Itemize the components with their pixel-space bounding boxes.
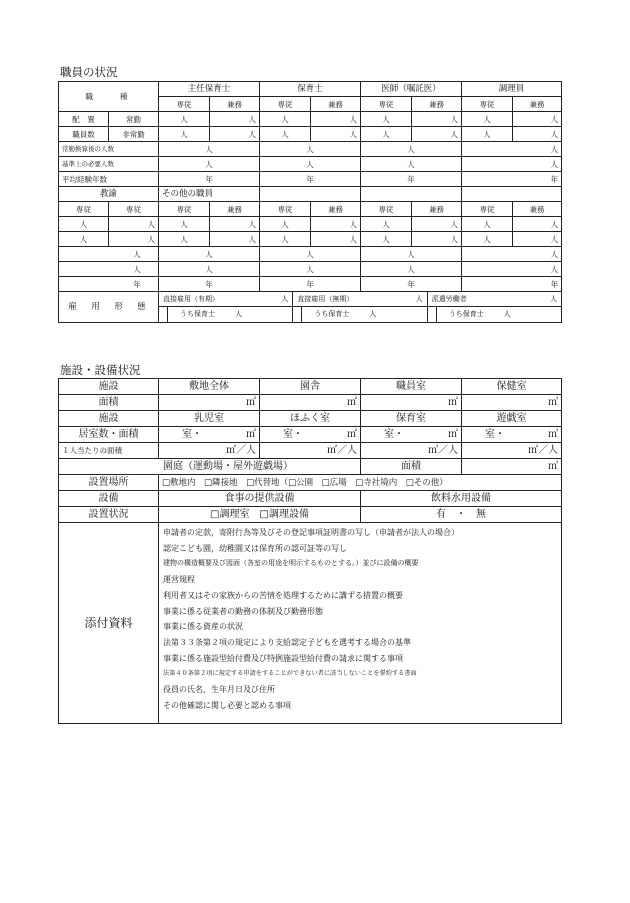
years-cell[interactable]: 年 bbox=[159, 172, 260, 187]
setchi-basho-label: 設置場所 bbox=[59, 475, 159, 491]
sonota-header: その他の職員 bbox=[159, 187, 260, 202]
count-cell[interactable]: 人 bbox=[159, 217, 210, 232]
count-cell[interactable]: 人 bbox=[159, 232, 210, 247]
count-cell[interactable]: 人 bbox=[462, 112, 513, 127]
count-cell[interactable]: 人 bbox=[260, 127, 311, 142]
attachment-item: その他確認に関し必要と認める事項 bbox=[163, 700, 291, 710]
role-header: 保育士 bbox=[260, 82, 361, 97]
kijun-label: 基準上の必要人数 bbox=[59, 157, 159, 172]
blank-header bbox=[462, 187, 562, 202]
col-header: 園舎 bbox=[260, 379, 361, 395]
count-cell[interactable]: 人 bbox=[415, 294, 423, 303]
attachment-item: 事業に係る資産の状況 bbox=[163, 622, 243, 632]
count-cell[interactable]: 人 bbox=[235, 310, 242, 318]
years-cell[interactable]: 年 bbox=[361, 172, 462, 187]
kitchen-options[interactable]: □調理室 □調理設備 bbox=[159, 507, 361, 523]
entei-label: 園庭（運動場・屋外遊戯場） bbox=[59, 459, 361, 475]
count-cell[interactable]: 人 bbox=[260, 217, 311, 232]
count-cell[interactable]: 人 bbox=[59, 232, 109, 247]
per-person-cell[interactable]: ㎡／人 bbox=[361, 443, 462, 459]
area-cell[interactable]: ㎡ bbox=[462, 459, 562, 475]
room-count: 室・ bbox=[485, 428, 505, 440]
count-cell[interactable]: 人 bbox=[159, 157, 260, 172]
attachments-list bbox=[159, 523, 562, 724]
years-cell[interactable]: 年 bbox=[59, 277, 159, 292]
attachment-item: 役員の氏名，生年月日及び住所 bbox=[163, 685, 275, 695]
koyo-label: 雇 用 形 態 bbox=[59, 292, 159, 323]
kansan-label: 常勤換算後の人数 bbox=[59, 142, 159, 157]
menseki-label: 面積 bbox=[59, 395, 159, 411]
rooms-area-cell[interactable] bbox=[361, 427, 462, 443]
rooms-area-cell[interactable] bbox=[462, 427, 562, 443]
col-header: 保健室 bbox=[462, 379, 562, 395]
shisetsu-label: 施設 bbox=[59, 379, 159, 395]
count-cell[interactable]: 人 bbox=[462, 232, 513, 247]
years-cell[interactable]: 年 bbox=[462, 172, 562, 187]
attachments-label: 添付資料 bbox=[59, 523, 159, 724]
rooms-area-cell[interactable] bbox=[159, 427, 260, 443]
area-cell[interactable]: ㎡ bbox=[159, 395, 260, 411]
kyoshitsu-label: 居室数・面積 bbox=[59, 427, 159, 443]
role-header: 調理員 bbox=[462, 82, 562, 97]
count-cell[interactable]: 人 bbox=[210, 232, 260, 247]
attachment-item: 運営規程 bbox=[163, 575, 195, 585]
count-cell[interactable]: 人 bbox=[503, 310, 511, 318]
attachment-item: 事業に係る施設型給付費及び特例施設型給付費の請求に関する事項 bbox=[163, 653, 403, 663]
hijokin-label: 非常勤 bbox=[109, 127, 159, 142]
water-availability[interactable]: 有 ・ 無 bbox=[361, 507, 562, 523]
count-cell[interactable]: 人 bbox=[361, 127, 412, 142]
area-cell[interactable]: ㎡ bbox=[260, 395, 361, 411]
count-cell[interactable]: 人 bbox=[159, 127, 210, 142]
jokin-label: 常勤 bbox=[109, 112, 159, 127]
count-cell[interactable]: 人 bbox=[361, 157, 462, 172]
count-cell[interactable]: 人 bbox=[260, 247, 361, 262]
kind-header: 職 種 bbox=[59, 82, 159, 112]
senju-header: 専従 bbox=[109, 202, 159, 217]
count-cell[interactable]: 人 bbox=[311, 112, 361, 127]
per-person-cell[interactable]: ㎡／人 bbox=[462, 443, 562, 459]
count-cell[interactable]: 人 bbox=[159, 247, 260, 262]
area-cell[interactable]: ㎡ bbox=[361, 395, 462, 411]
koyo-cell bbox=[159, 292, 562, 323]
staff-table bbox=[58, 81, 562, 323]
years-cell[interactable]: 年 bbox=[260, 172, 361, 187]
chokusetsu-muki-label: 直接雇用（無期） bbox=[297, 294, 354, 303]
count-cell[interactable]: 人 bbox=[210, 217, 260, 232]
facility-table bbox=[58, 378, 562, 724]
kenmu-header: 兼務 bbox=[412, 97, 462, 112]
uchi-hoikushi-label: うち保育士 bbox=[314, 310, 350, 318]
count-cell[interactable]: 人 bbox=[412, 217, 462, 232]
haken-label: 派遣労働者 bbox=[431, 294, 467, 303]
senju-header: 専従 bbox=[361, 202, 412, 217]
count-cell[interactable]: 人 bbox=[59, 262, 159, 277]
count-cell[interactable]: 人 bbox=[311, 217, 361, 232]
count-cell[interactable]: 人 bbox=[412, 112, 462, 127]
staff-section-title: 職員の状況 bbox=[60, 65, 118, 79]
count-cell[interactable]: 人 bbox=[462, 127, 513, 142]
area-unit: ㎡ bbox=[347, 428, 357, 440]
senju-header: 専従 bbox=[159, 97, 210, 112]
room-count: 室・ bbox=[182, 428, 202, 440]
years-cell[interactable]: 年 bbox=[159, 277, 260, 292]
area-unit: ㎡ bbox=[548, 428, 558, 440]
count-cell[interactable]: 人 bbox=[109, 232, 159, 247]
count-cell[interactable]: 人 bbox=[513, 232, 562, 247]
attachment-item: 利用者又はその家族からの苦情を処理するために講ずる措置の概要 bbox=[163, 590, 403, 600]
location-options[interactable]: □敷地内 □隣接地 □代替地（□公園 □広場 □寺社境内 □その他） bbox=[159, 475, 562, 491]
count-cell[interactable]: 人 bbox=[513, 112, 562, 127]
blank-header bbox=[260, 187, 361, 202]
role-header: 医師（嘱託医） bbox=[361, 82, 462, 97]
count-cell[interactable]: 人 bbox=[281, 294, 289, 303]
count-cell[interactable]: 人 bbox=[513, 127, 562, 142]
kenmu-header: 兼務 bbox=[311, 202, 361, 217]
count-cell[interactable]: 人 bbox=[513, 217, 562, 232]
count-cell[interactable]: 人 bbox=[361, 112, 412, 127]
count-cell[interactable]: 人 bbox=[361, 262, 462, 277]
water-facility-header: 飲料水用設備 bbox=[361, 491, 562, 507]
years-cell[interactable]: 年 bbox=[260, 277, 361, 292]
shokuinsu-label: 職員数 bbox=[59, 127, 109, 142]
attachment-item: 認定こども園，幼稚園又は保育所の認可証等の写し bbox=[163, 543, 347, 553]
setchi-jokyo-label: 設置状況 bbox=[59, 507, 159, 523]
kenmu-header: 兼務 bbox=[210, 202, 260, 217]
senju-header: 専従 bbox=[59, 202, 109, 217]
count-cell[interactable]: 人 bbox=[361, 217, 412, 232]
attachment-item: 申請者の定款，寄附行為等及びその登記事項証明書の写し（申請者が法人の場合） bbox=[163, 528, 459, 537]
attachment-item: 建物の構造概要及び図面（各室の用途を明示するものとする。）並びに設備の概要 bbox=[163, 559, 419, 568]
attachment-item: 事業に係る従業者の勤務の体制及び勤務形態 bbox=[163, 606, 323, 616]
kenmu-header: 兼務 bbox=[513, 202, 562, 217]
col-header: 敷地全体 bbox=[159, 379, 260, 395]
meal-facility-header: 食事の提供設備 bbox=[159, 491, 361, 507]
count-cell[interactable]: 人 bbox=[260, 142, 361, 157]
count-cell[interactable]: 人 bbox=[311, 127, 361, 142]
blank-header bbox=[361, 187, 462, 202]
count-cell[interactable]: 人 bbox=[361, 247, 462, 262]
count-cell[interactable]: 人 bbox=[260, 112, 311, 127]
attachment-item: 法第３３条第２項の規定により支給認定子どもを選考する場合の基準 bbox=[163, 637, 411, 647]
count-cell[interactable]: 人 bbox=[462, 262, 562, 277]
rooms-area-cell[interactable] bbox=[260, 427, 361, 443]
count-cell[interactable]: 人 bbox=[361, 142, 462, 157]
count-cell[interactable]: 人 bbox=[159, 142, 260, 157]
count-cell[interactable]: 人 bbox=[412, 127, 462, 142]
per-person-cell[interactable]: ㎡／人 bbox=[159, 443, 260, 459]
senju-header: 専従 bbox=[462, 202, 513, 217]
col-header: 遊戯室 bbox=[462, 411, 562, 427]
kenmu-header: 兼務 bbox=[210, 97, 260, 112]
col-header: 保育室 bbox=[361, 411, 462, 427]
kenmu-header: 兼務 bbox=[513, 97, 562, 112]
kyoyu-header: 教諭 bbox=[59, 187, 159, 202]
kenmu-header: 兼務 bbox=[311, 97, 361, 112]
count-cell[interactable]: 人 bbox=[59, 247, 159, 262]
count-cell[interactable]: 人 bbox=[260, 157, 361, 172]
area-unit: ㎡ bbox=[246, 428, 256, 440]
count-cell[interactable]: 人 bbox=[311, 232, 361, 247]
menseki-label: 面積 bbox=[361, 459, 462, 475]
facility-section-title: 施設・設備状況 bbox=[60, 363, 141, 377]
years-cell[interactable]: 年 bbox=[462, 277, 562, 292]
per-person-cell[interactable]: ㎡／人 bbox=[260, 443, 361, 459]
count-cell[interactable]: 人 bbox=[462, 157, 562, 172]
senju-header: 専従 bbox=[462, 97, 513, 112]
attachment-item: 法第４０条第２項に規定する申請をすることができない者に該当しないことを誓約する書面 bbox=[163, 670, 417, 678]
senju-header: 専従 bbox=[361, 97, 412, 112]
count-cell[interactable]: 人 bbox=[159, 112, 210, 127]
setsubi-label: 設備 bbox=[59, 491, 159, 507]
room-count: 室・ bbox=[384, 428, 404, 440]
count-cell[interactable]: 人 bbox=[550, 294, 558, 303]
col-header: ほふく室 bbox=[260, 411, 361, 427]
count-cell[interactable]: 人 bbox=[59, 217, 109, 232]
room-count: 室・ bbox=[283, 428, 303, 440]
hitori-label: １人当たりの面積 bbox=[59, 443, 159, 459]
count-cell[interactable]: 人 bbox=[260, 262, 361, 277]
uchi-hoikushi-label: うち保育士 bbox=[448, 310, 484, 318]
role-header: 主任保育士 bbox=[159, 82, 260, 97]
count-cell[interactable]: 人 bbox=[369, 310, 377, 318]
count-cell[interactable]: 人 bbox=[109, 217, 159, 232]
count-cell[interactable]: 人 bbox=[260, 232, 311, 247]
senju-header: 専従 bbox=[159, 202, 210, 217]
count-cell[interactable]: 人 bbox=[462, 247, 562, 262]
heikin-label: 平均経験年数 bbox=[59, 172, 159, 187]
count-cell[interactable]: 人 bbox=[462, 142, 562, 157]
kenmu-header: 兼務 bbox=[412, 202, 462, 217]
count-cell[interactable]: 人 bbox=[210, 112, 260, 127]
years-cell[interactable]: 年 bbox=[361, 277, 462, 292]
area-unit: ㎡ bbox=[448, 428, 458, 440]
count-cell[interactable]: 人 bbox=[159, 262, 260, 277]
haichi-label: 配 置 bbox=[59, 112, 109, 127]
count-cell[interactable]: 人 bbox=[210, 127, 260, 142]
count-cell[interactable]: 人 bbox=[412, 232, 462, 247]
uchi-hoikushi-label: うち保育士 bbox=[180, 310, 215, 318]
count-cell[interactable]: 人 bbox=[361, 232, 412, 247]
shisetsu-label: 施設 bbox=[59, 411, 159, 427]
area-cell[interactable]: ㎡ bbox=[462, 395, 562, 411]
senju-header: 専従 bbox=[260, 202, 311, 217]
chokusetsu-yuki-label: 直接雇用（有期） bbox=[163, 294, 219, 303]
col-header: 職員室 bbox=[361, 379, 462, 395]
count-cell[interactable]: 人 bbox=[462, 217, 513, 232]
col-header: 乳児室 bbox=[159, 411, 260, 427]
senju-header: 専従 bbox=[260, 97, 311, 112]
